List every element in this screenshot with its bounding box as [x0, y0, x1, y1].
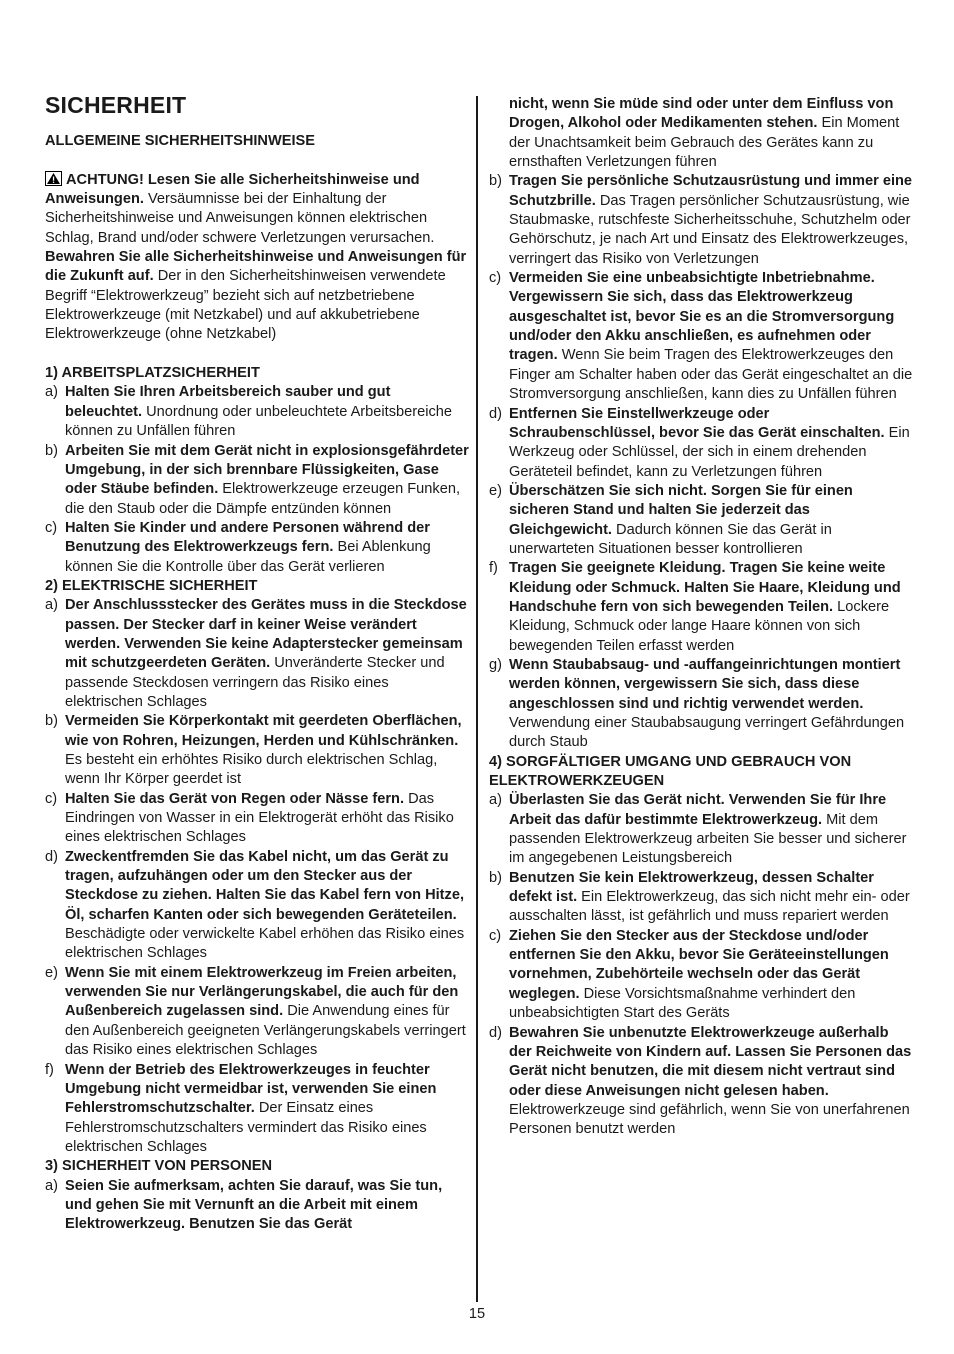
- item-text: Unordnung oder unbeleuchtete Arbeitsbereiche können zu Unfällen führen: [65, 403, 452, 440]
- item-bold: Tragen Sie geeignete Kleidung. Tragen Sie keine weite Kleidung oder Schmuck. Halten Sie Haare, Kleidung und Handschuhe fern von sich bewegenden Teilen.: [509, 560, 901, 615]
- item-label: e): [489, 482, 502, 499]
- list-item: [45, 790, 470, 848]
- spacer: [45, 345, 470, 364]
- item-label: b): [45, 713, 58, 730]
- item-label: a): [45, 1177, 58, 1194]
- continued-item: [509, 95, 913, 172]
- warning-bold-2: Bewahren Sie alle Sicherheitshinweise und Anweisungen für die Zukunft auf.: [45, 249, 467, 285]
- section-heading: 4) SORGFÄLTIGER UMGANG UND GEBRAUCH VON ELEKTROWERKZEUGEN: [489, 753, 852, 790]
- item-label: a): [489, 792, 502, 809]
- list-item: [489, 791, 913, 868]
- general-heading: ALLGEMEINE SICHERHEITSHINWEISE: [45, 133, 316, 149]
- item-label: b): [489, 173, 502, 190]
- item-text: Ein Elektrowerkzeug, das sich nicht mehr ein- oder ausschalten lässt, ist gefährlich und muss repariert werden: [509, 889, 910, 925]
- item-bold: Seien Sie aufmerksam, achten Sie darauf, was Sie tun, und gehen Sie mit Vernunft an die Arbeit mit einem Elektrowerkzeug. Benutzen Sie das Gerät: [65, 1177, 443, 1233]
- item-text: Ein Werkzeug oder Schlüssel, der sich in einem drehenden Geräteteil befindet, kann zu Verletzungen führen: [509, 424, 910, 480]
- item-label: c): [489, 927, 502, 944]
- item-bold: Ziehen Sie den Stecker aus der Steckdose und/oder entfernen Sie den Akku, bevor Sie Geräteeinstellungen vornehmen, Zubehörteile wechseln oder das Gerät weglegen.: [509, 927, 889, 1002]
- list-item: [45, 596, 470, 712]
- item-bold: Benutzen Sie kein Elektrowerkzeug, dessen Schalter defekt ist.: [509, 869, 874, 906]
- item-bold: Vermeiden Sie Körperkontakt mit geerdeten Oberflächen, wie von Rohren, Heizungen, Herden und Kühlschränken.: [65, 713, 462, 749]
- item-label: b): [489, 869, 502, 886]
- item-text: Mit dem passenden Elektrowerkzeug arbeiten Sie besser und sicherer im angegebenen Leistungsbereich: [509, 811, 907, 867]
- list-item: [45, 383, 470, 441]
- item-text: Verwendung einer Staubabsaugung verringert Gefährdungen durch Staub: [509, 715, 905, 751]
- item-text: Die Anwendung eines für den Außenbereich geeigneten Verlängerungskabels verringert das Risiko eines elektrischen Schlages: [65, 1003, 466, 1059]
- item-label: e): [45, 964, 58, 981]
- list-item: [45, 712, 470, 789]
- page-title: SICHERHEIT: [45, 92, 187, 118]
- item-bold: Halten Sie das Gerät von Regen oder Nässe fern.: [65, 790, 405, 807]
- list-item: [45, 964, 470, 1061]
- list-item: [45, 442, 470, 519]
- item-label: d): [45, 848, 58, 865]
- item-text: Der Einsatz eines Fehlerstromschutzschalters vermindert das Risiko eines elektrischen Schlages: [65, 1100, 427, 1155]
- list-item: [489, 172, 913, 269]
- list-item: [45, 848, 470, 964]
- item-text: Elektrowerkzeuge erzeugen Funken, die den Staub oder die Dämpfe entzünden können: [65, 481, 460, 517]
- list-item: [489, 1024, 913, 1140]
- item-text: Unveränderte Stecker und passende Steckdosen verringern das Risiko eines elektrischen Schlages: [65, 655, 445, 710]
- list-item: [489, 482, 913, 559]
- item-bold: Halten Sie Ihren Arbeitsbereich sauber und gut beleuchtet.: [65, 384, 391, 420]
- warning-triangle-icon: [45, 171, 62, 186]
- item-label: b): [45, 442, 58, 459]
- item-bold: Zweckentfremden Sie das Kabel nicht, um das Gerät zu tragen, aufzuhängen oder um den Stecker aus der Steckdose zu ziehen. Halten Sie das Kabel fern von Hitze, Öl, scharfen Kanten oder sich bewegenden Geräteteilen.: [65, 848, 465, 923]
- item-label: d): [489, 405, 502, 422]
- item-label: d): [489, 1024, 502, 1041]
- item-text: Ein Moment der Unachtsamkeit beim Gebrauch des Gerätes kann zu ernsthaften Verletzungen führen: [509, 115, 900, 171]
- list-item: [489, 269, 913, 404]
- page-number: 15: [468, 1306, 486, 1322]
- item-bold: Halten Sie Kinder und andere Personen während der Benutzung des Elektrowerkzeugs fern.: [65, 519, 430, 556]
- item-label: f): [489, 560, 498, 577]
- section-heading: 1) ARBEITSPLATZSICHERHEIT: [45, 365, 260, 382]
- item-bold: Überschätzen Sie sich nicht. Sorgen Sie für einen sicheren Stand und halten Sie jederzeit das Gleichgewicht.: [509, 482, 853, 538]
- item-text: Wenn Sie beim Tragen des Elektrowerkzeuges den Finger am Schalter haben oder das Gerät eingeschaltet an die Stromversorgung anschließen, kann dies zu Unfällen führen: [509, 347, 913, 403]
- item-label: a): [45, 384, 58, 401]
- item-label: a): [45, 597, 58, 614]
- item-text: Bei Ablenkung können Sie die Kontrolle über das Gerät verlieren: [65, 539, 431, 575]
- item-label: c): [45, 519, 58, 536]
- item-label: c): [489, 270, 502, 287]
- item-bold: Bewahren Sie unbenutzte Elektrowerkzeuge außerhalb der Reichweite von Kindern auf. Lassen Sie Personen das Gerät nicht benutzen, die mit diesem nicht vertraut sind oder diese Anweisungen nicht gelesen haben.: [509, 1024, 912, 1099]
- item-text: Lockere Kleidung, Schmuck oder lange Haare können von sich bewegenden Teilen erfasst werden: [509, 598, 890, 654]
- item-text: Elektrowerkzeuge sind gefährlich, wenn Sie von unerfahrenen Personen benutzt werden: [509, 1101, 910, 1138]
- item-bold: Tragen Sie persönliche Schutzausrüstung und immer eine Schutzbrille.: [509, 173, 913, 209]
- list-item: [489, 559, 913, 656]
- list-item: [489, 656, 913, 753]
- item-bold: Vermeiden Sie eine unbeabsichtigte Inbetriebnahme. Vergewissern Sie sich, dass das Elektrowerkzeug ausgeschaltet ist, bevor Sie es an die Stromversorgung und/oder den Akku anschließen, es aufnehmen oder tragen.: [509, 270, 895, 364]
- list-item: [489, 927, 913, 1024]
- section-heading: 2) ELEKTRISCHE SICHERHEIT: [45, 577, 258, 594]
- item-bold: nicht, wenn Sie müde sind oder unter dem Einfluss von Drogen, Alkohol oder Medikamenten stehen.: [509, 96, 894, 132]
- list-item: [489, 405, 913, 482]
- list-item: [45, 1177, 470, 1235]
- item-bold: Der Anschlussstecker des Gerätes muss in die Steckdose passen. Der Stecker darf in keiner Weise verändert werden. Verwenden Sie keine Adapterstecker gemeinsam mit schutzgeerdeten Geräten.: [65, 597, 467, 672]
- left-column: [45, 132, 470, 1235]
- list-item: [45, 519, 470, 577]
- item-text: Dadurch können Sie das Gerät in unerwarteten Situationen besser kontrollieren: [509, 521, 832, 557]
- item-label: c): [45, 790, 58, 807]
- item-text: Das Tragen persönlicher Schutzausrüstung, wie Staubmaske, rutschfeste Sicherheitsschuhe, Schutzhelm oder Gehörschutz, je nach Art und Einsatz des Elektrowerkzeuges, verringert das Risiko von Verletzungen: [509, 192, 911, 267]
- item-bold: Überlasten Sie das Gerät nicht. Verwenden Sie für Ihre Arbeit das dafür bestimmte Elektrowerkzeug.: [509, 792, 887, 828]
- warning-paragraph: [45, 171, 470, 345]
- item-text: Beschädigte oder verwickelte Kabel erhöhen das Risiko eines elektrischen Schlages: [65, 926, 465, 962]
- item-bold: Wenn Sie mit einem Elektrowerkzeug im Freien arbeiten, verwenden Sie nur Verlängerungskabel, die auch für den Außenbereich zugelassen sind.: [65, 964, 459, 1020]
- item-text: Diese Vorsichtsmaßnahme verhindert den unbeabsichtigten Start des Geräts: [509, 985, 856, 1022]
- section-heading: 3) SICHERHEIT VON PERSONEN: [45, 1158, 273, 1175]
- warning-bold-1: ACHTUNG! Lesen Sie alle Sicherheitshinweise und Anweisungen.: [45, 171, 420, 208]
- right-column: [489, 95, 913, 1140]
- list-item: [489, 869, 913, 927]
- warning-text-2: Der in den Sicherheitshinweisen verwendete Begriff “Elektrowerkzeug” bezieht sich auf netzbetriebene Elektrowerkzeuge (mit Netzkabel) und auf akkubetriebene Elektrowerkzeuge (ohne Netzkabel): [45, 268, 446, 343]
- list-item: [45, 1061, 470, 1158]
- item-bold: Wenn Staubabsaug- und -auffangeinrichtungen montiert werden können, vergewissern Sie sich, dass diese angeschlossen sind und richtig verwendet werden.: [509, 656, 901, 712]
- column-divider: [476, 96, 478, 1302]
- item-text: Es besteht ein erhöhtes Risiko durch elektrischen Schlag, wenn Ihr Körper geerdet ist: [65, 752, 438, 788]
- item-bold: Arbeiten Sie mit dem Gerät nicht in explosionsgefährdeter Umgebung, in der sich brennbare Flüssigkeiten, Gase oder Stäube befinden.: [65, 442, 469, 498]
- item-label: g): [489, 656, 502, 673]
- item-text: Das Eindringen von Wasser in ein Elektrogerät erhöht das Risiko eines elektrischen Schlages: [65, 790, 454, 846]
- item-bold: Entfernen Sie Einstellwerkzeuge oder Schraubenschlüssel, bevor Sie das Gerät einschalten.: [509, 405, 885, 441]
- item-bold: Wenn der Betrieb des Elektrowerkzeuges in feuchter Umgebung nicht vermeidbar ist, verwenden Sie einen Fehlerstromschutzschalter.: [65, 1061, 437, 1117]
- warning-text-1: Versäumnisse bei der Einhaltung der Sicherheitshinweise und Anweisungen können elektrischen Schlag, Brand und/oder schwere Verletzungen verursachen.: [45, 191, 435, 246]
- item-label: f): [45, 1061, 54, 1078]
- spacer: [45, 151, 470, 170]
